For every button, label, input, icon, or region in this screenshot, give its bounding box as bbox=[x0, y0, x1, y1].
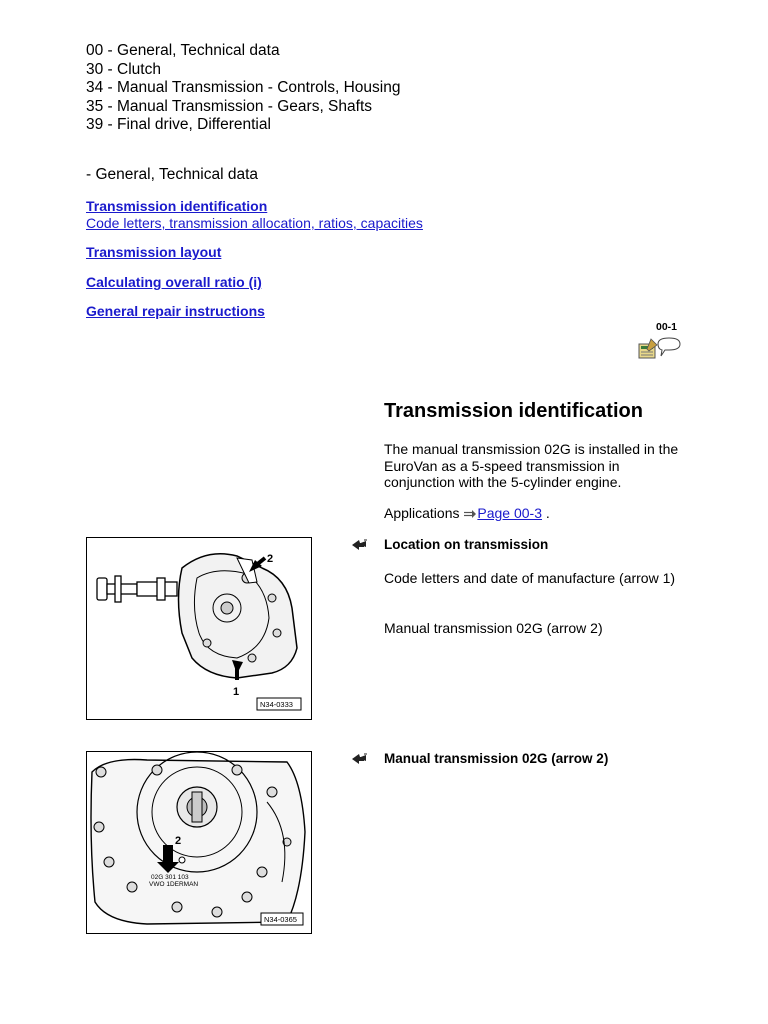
link-code-letters[interactable]: Code letters, transmission allocation, ratios, capacities bbox=[86, 215, 423, 231]
figure1-arrow2-label: 2 bbox=[267, 553, 274, 565]
link-overall-ratio[interactable]: Calculating overall ratio (i) bbox=[86, 274, 262, 290]
figure2-stamp-line1: 02G 301 103 bbox=[151, 874, 189, 881]
page-title: Transmission identification bbox=[384, 400, 643, 422]
section-heading: - General, Technical data bbox=[86, 166, 259, 183]
figure1-arrow1-label: 1 bbox=[233, 686, 240, 698]
page-icons bbox=[638, 336, 684, 362]
step-transmission-title: Manual transmission 02G (arrow 2) bbox=[384, 751, 609, 766]
page-number: 00-1 bbox=[656, 321, 678, 333]
toc-list bbox=[86, 42, 400, 135]
toc-item: 34 - Manual Transmission - Controls, Housing bbox=[86, 79, 401, 96]
link-transmission-identification[interactable]: Transmission identification bbox=[86, 198, 268, 214]
figure2-stamp-line2: VWO 1DERMAN bbox=[149, 881, 199, 888]
figure1-code: N34-0333 bbox=[260, 700, 293, 709]
toc-item: 35 - Manual Transmission - Gears, Shafts bbox=[86, 97, 373, 115]
intro-paragraph: The manual transmission 02G is installed in the EuroVan as a 5-speed transmission in conjunction with the 5-cylinder engine. bbox=[384, 441, 679, 490]
link-repair-instructions[interactable]: General repair instructions bbox=[86, 303, 265, 319]
step-location-title: Location on transmission bbox=[384, 537, 549, 552]
applications-suffix: . bbox=[542, 505, 550, 521]
pointing-hand-icon bbox=[350, 538, 368, 552]
link-page-00-3[interactable]: Page 00-3 bbox=[477, 505, 542, 521]
note-icon[interactable] bbox=[639, 339, 657, 358]
comment-bubble-icon[interactable] bbox=[658, 338, 680, 356]
figure2-arrow2-label: 2 bbox=[175, 835, 182, 847]
step-location-text2: Manual transmission 02G (arrow 2) bbox=[384, 620, 603, 636]
arrow-right-icon bbox=[463, 509, 477, 519]
figure-transmission-location bbox=[86, 537, 312, 720]
toc-item: 00 - General, Technical data bbox=[86, 42, 280, 59]
link-transmission-layout[interactable]: Transmission layout bbox=[86, 244, 222, 260]
toc-item: 30 - Clutch bbox=[86, 60, 161, 78]
figure-transmission-stamp bbox=[86, 751, 312, 934]
step-location-text1: Code letters and date of manufacture (arrow 1) bbox=[384, 570, 676, 586]
pointing-hand-icon bbox=[350, 752, 368, 766]
toc-item: 39 - Final drive, Differential bbox=[86, 116, 271, 133]
figure2-code: N34-0365 bbox=[264, 915, 297, 924]
applications-line bbox=[384, 505, 684, 522]
applications-label: Applications bbox=[384, 505, 460, 521]
